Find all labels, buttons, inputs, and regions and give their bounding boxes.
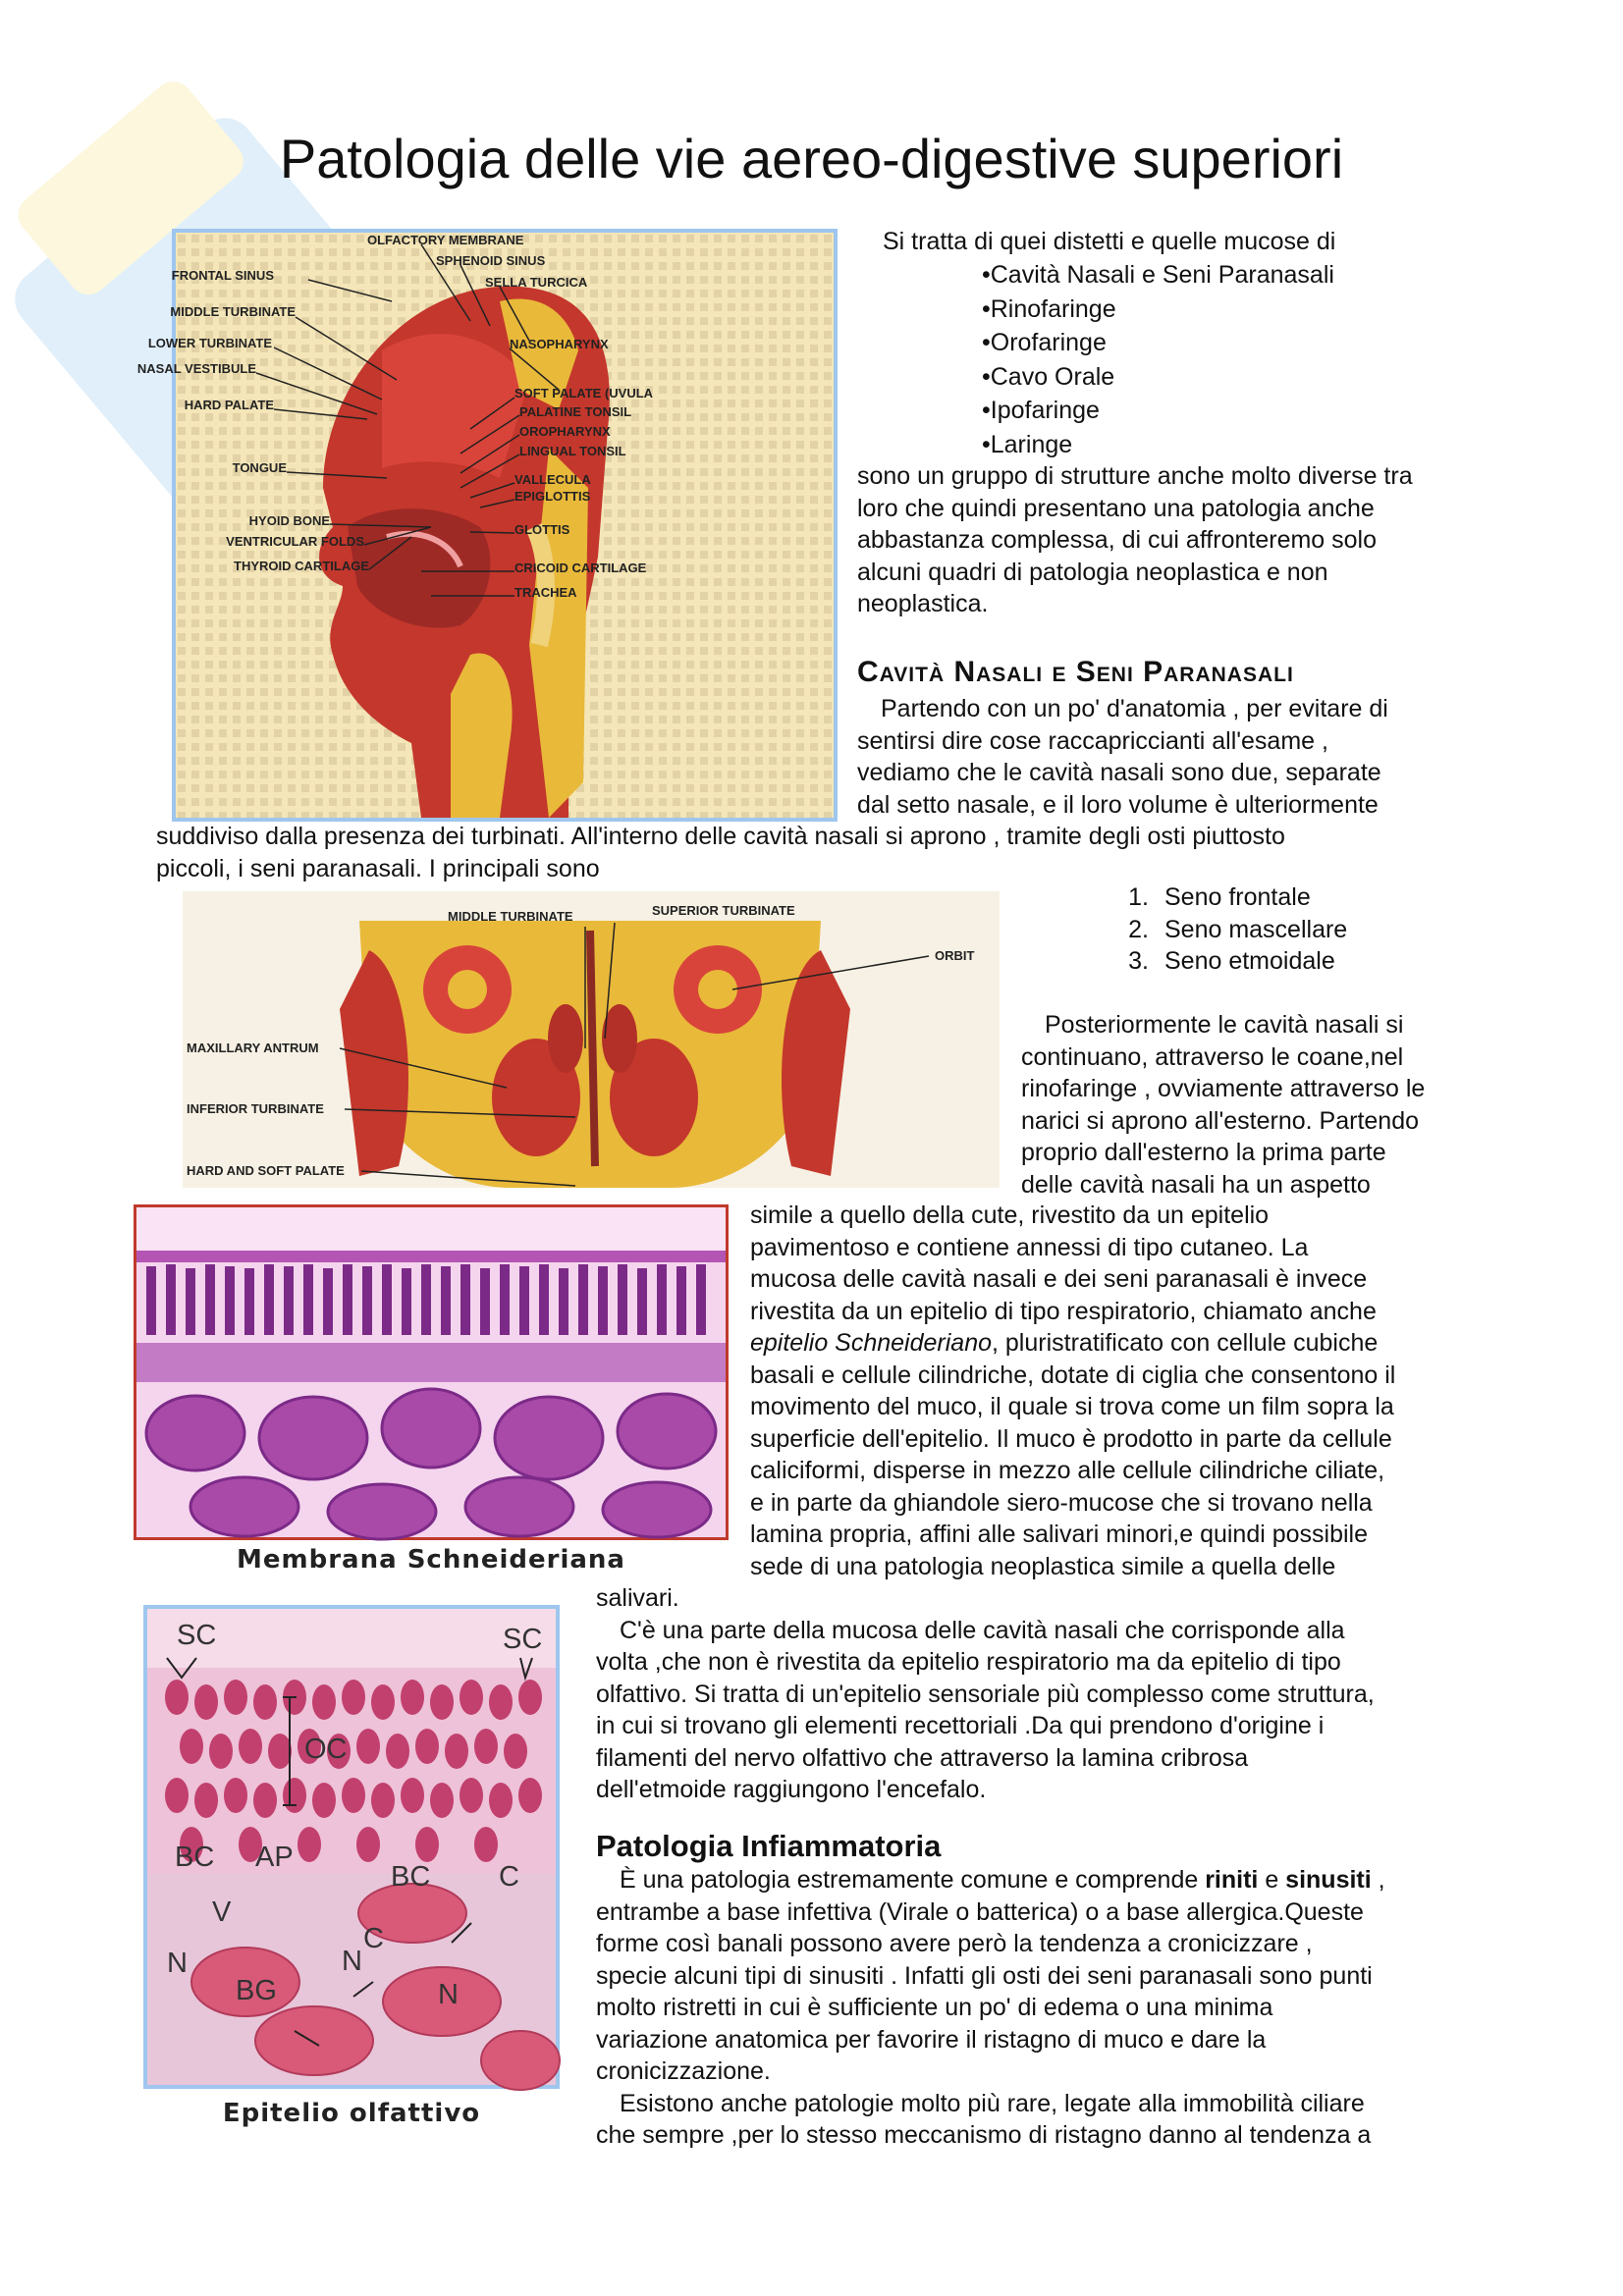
label-hard-soft-palate: HARD AND SOFT PALATE [187,1163,345,1178]
text-line: olfattivo. Si tratta di un'epitelio sensoriale più complesso come struttura, [596,1680,1375,1708]
text-line: filamenti del nervo olfattivo che attraverso la lamina cribrosa [596,1743,1249,1772]
text-fragment: È una patologia estremamente comune e comprende [620,1866,1206,1894]
label-sc-right: SC [503,1624,543,1655]
text-line: sono un gruppo di strutture anche molto diverse tra [857,462,1413,490]
text-line: delle cavità nasali ha un aspetto [1021,1170,1371,1199]
italic-term: epitelio Schneideriano [750,1329,993,1357]
label-sella-turcica: SELLA TURCICA [485,275,588,290]
section-heading-cavita-nasali: Cavità Nasali e Seni Paranasali [857,656,1294,688]
text-fragment: , pluristratificato con cellule cubiche [992,1329,1379,1357]
label-palatine-tonsil: PALATINE TONSIL [519,404,632,419]
list-item [1100,881,1347,914]
label-bg: BG [236,1975,277,2006]
anatomy-figure [136,229,838,822]
text-line: dell'etmoide raggiungono l'encefalo. [596,1776,987,1803]
list-label: Seno etmoidale [1164,947,1335,975]
text-line: narici si aprono all'esterno. Partendo [1021,1106,1420,1135]
figure-caption-schneideriana: Membrana Schneideriana [237,1545,625,1575]
label-epiglottis: EPIGLOTTIS [514,489,591,504]
list-item: •Ipofaringe [982,397,1100,424]
text-line: movimento del muco, il quale si trova come un film sopra la [750,1393,1394,1420]
section-heading-infiammatoria: Patologia Infiammatoria [596,1829,942,1863]
section1-epithelium-paragraph [750,1200,1516,1582]
text-line: rinofaringe , ovviamente attraverso le [1021,1075,1426,1102]
list-label: Seno frontale [1164,883,1311,911]
label-tongue: TONGUE [232,460,287,475]
label-n-right: N [438,1979,459,2010]
text-line: sede di una patologia neoplastica simile a quella delle [750,1552,1336,1580]
text-line: Esistono anche patologie molto più rare, legate alla immobilità ciliare [620,2089,1365,2117]
section2-paragraph [596,1864,1519,2152]
text-line: proprio dall'esterno la prima parte [1021,1139,1386,1166]
text-line: salivari. [596,1584,679,1612]
coronal-section-figure [183,891,1000,1188]
label-vallecula: VALLECULA [514,472,591,487]
text-line: neoplastica. [857,590,989,617]
label-maxillary-antrum: MAXILLARY ANTRUM [187,1041,319,1055]
schneiderian-membrane-figure [134,1204,729,1540]
list-item [1100,945,1347,978]
text-line: molto ristretti in cui è sufficiente un po' di edema o una minima [596,1994,1273,2021]
text-line: basali e cellule cilindriche, dotate di ciglia che consentono il [750,1361,1396,1389]
text-line: suddiviso dalla presenza dei turbinati. All'interno delle cavità nasali si aprono , tramite degli osti piuttosto [156,823,1285,850]
label-cricoid-cartilage: CRICOID CARTILAGE [514,561,647,575]
text-line: abbastanza complessa, di cui affronteremo solo [857,526,1378,554]
label-hyoid-bone: HYOID BONE [248,513,330,528]
list-item: •Cavità Nasali e Seni Paranasali [982,261,1334,289]
text-line: rivestita da un epitelio di tipo respiratorio, chiamato anche [750,1297,1377,1325]
label-ap: AP [255,1842,294,1873]
list-number: 1. [1128,883,1149,911]
list-number: 2. [1128,915,1149,943]
label-thyroid-cartilage: THYROID CARTILAGE [234,559,369,573]
text-line: lamina propria, affini alle salivari minori,e quindi possibile [750,1521,1369,1548]
label-soft-palate: SOFT PALATE (UVULA [514,386,654,400]
intro-lead: Si tratta di quei distetti e quelle mucose di [883,228,1336,255]
list-item: •Laringe [982,430,1073,458]
label-nasal-vestibule: NASAL VESTIBULE [136,361,256,376]
text-line: forme così banali possono avere però la tendenza a cronicizzare , [596,1930,1313,1957]
list-number: 3. [1128,947,1149,975]
text-line: piccoli, i seni paranasali. I principali sono [156,854,600,882]
intro-paragraph [857,460,1505,620]
text-line: mucosa delle cavità nasali e dei seni paranasali è invece [750,1265,1368,1293]
label-bc-right: BC [391,1861,431,1893]
label-glottis: GLOTTIS [514,522,570,537]
text-line: loro che quindi presentano una patologia anche [857,494,1375,522]
label-lingual-tonsil: LINGUAL TONSIL [519,444,626,458]
label-n-left: N [167,1948,188,1979]
label-orbit: ORBIT [935,948,975,963]
label-oc: OC [304,1734,348,1765]
section1-olfactory-paragraph [596,1582,1519,1806]
text-line: pavimentoso e contiene annessi di tipo cutaneo. La [750,1233,1309,1261]
coronal-illustration [183,891,1000,1188]
label-frontal-sinus: FRONTAL SINUS [171,268,274,283]
list-item: •Rinofaringe [982,294,1116,323]
bold-term: riniti [1205,1866,1259,1894]
text-line [596,1864,1519,1896]
text-line: e in parte da ghiandole siero-mucose che si trovano nella [750,1488,1373,1517]
text-line: cronicizzazione. [596,2057,771,2085]
text-line: sentirsi dire cose raccapriccianti all'esame , [857,726,1328,755]
text-line: alcuni quadri di patologia neoplastica e non [857,558,1328,586]
text-line: in cui si trovano gli elementi recettoriali .Da qui prendono d'origine i [596,1712,1325,1739]
label-sphenoid-sinus: SPHENOID SINUS [436,253,546,268]
structures-list [982,258,1334,461]
anatomy-illustration [136,233,834,818]
list-item: •Cavo Orale [982,362,1115,391]
text-line: dal setto nasale, e il loro volume è ulteriormente [857,790,1379,819]
bold-term: sinusiti [1285,1866,1372,1894]
text-fragment: , [1371,1866,1385,1894]
label-nasopharynx: NASOPHARYNX [510,337,609,351]
text-line: superficie dell'epitelio. Il muco è prodotto in parte da cellule [750,1424,1392,1453]
text-line: Partendo con un po' d'anatomia , per evitare di [881,695,1388,722]
text-line: caliciformi, disperse in mezzo alle cellule cilindriche ciliate, [750,1457,1385,1484]
text-line: Posteriormente le cavità nasali si [1045,1011,1404,1039]
list-item: •Orofaringe [982,329,1107,356]
figure-caption-olfattivo: Epitelio olfattivo [222,2099,481,2128]
label-inferior-turbinate: INFERIOR TURBINATE [187,1101,324,1116]
page-title: Patologia delle vie aereo-digestive superiori [279,128,1344,189]
label-n-mid: N [342,1946,362,1977]
text-line: variazione anatomica per favorire il ristagno di muco e dare la [596,2025,1267,2054]
text-line: C'è una parte della mucosa delle cavità nasali che corrisponde alla [620,1616,1345,1644]
label-superior-turbinate: SUPERIOR TURBINATE [652,903,795,918]
label-olfactory-membrane: OLFACTORY MEMBRANE [367,233,524,247]
text-line: che sempre ,per lo stesso meccanismo di ristagno danno al tendenza a [596,2121,1372,2149]
sinuses-list [1100,881,1347,978]
label-trachea: TRACHEA [514,585,577,600]
label-c-mid: C [363,1923,384,1954]
label-v: V [212,1896,232,1928]
list-label: Seno mascellare [1164,915,1348,943]
label-lower-turbinate: LOWER TURBINATE [147,336,272,350]
text-line: simile a quello della cute, rivestito da un epitelio [750,1201,1270,1229]
text-line: continuano, attraverso le coane,nel [1021,1042,1404,1071]
list-item [1100,914,1347,946]
text-line: entrambe a base infettiva (Virale o batterica) o a base allergica.Queste [596,1897,1364,1926]
text-line: vediamo che le cavità nasali sono due, separate [857,759,1381,786]
text-line [750,1327,1516,1360]
label-oropharynx: OROPHARYNX [519,424,611,439]
label-hard-palate: HARD PALATE [184,398,274,412]
text-fragment: e [1258,1866,1286,1894]
label-c-right: C [499,1861,519,1893]
label-ventricular-folds: VENTRICULAR FOLDS [226,534,364,549]
olfactory-epithelium-figure [143,1605,560,2089]
label-bc-left: BC [175,1842,215,1873]
section1-paragraph-narrow [857,693,1505,821]
section1-posterior-paragraph [1021,1009,1512,1201]
label-sc-left: SC [177,1620,217,1651]
label-middle-turbinate: MIDDLE TURBINATE [448,909,573,924]
olfactory-histology [147,1609,556,2085]
text-line: specie alcuni tipi di sinusiti . Infatti gli osti dei seni paranasali sono punti [596,1961,1373,1990]
text-line: volta ,che non è rivestita da epitelio respiratorio ma da epitelio di tipo [596,1648,1341,1676]
histology-illustration [136,1207,726,1537]
section1-paragraph-full [156,821,1511,884]
label-middle-turbinate: MIDDLE TURBINATE [170,304,296,319]
